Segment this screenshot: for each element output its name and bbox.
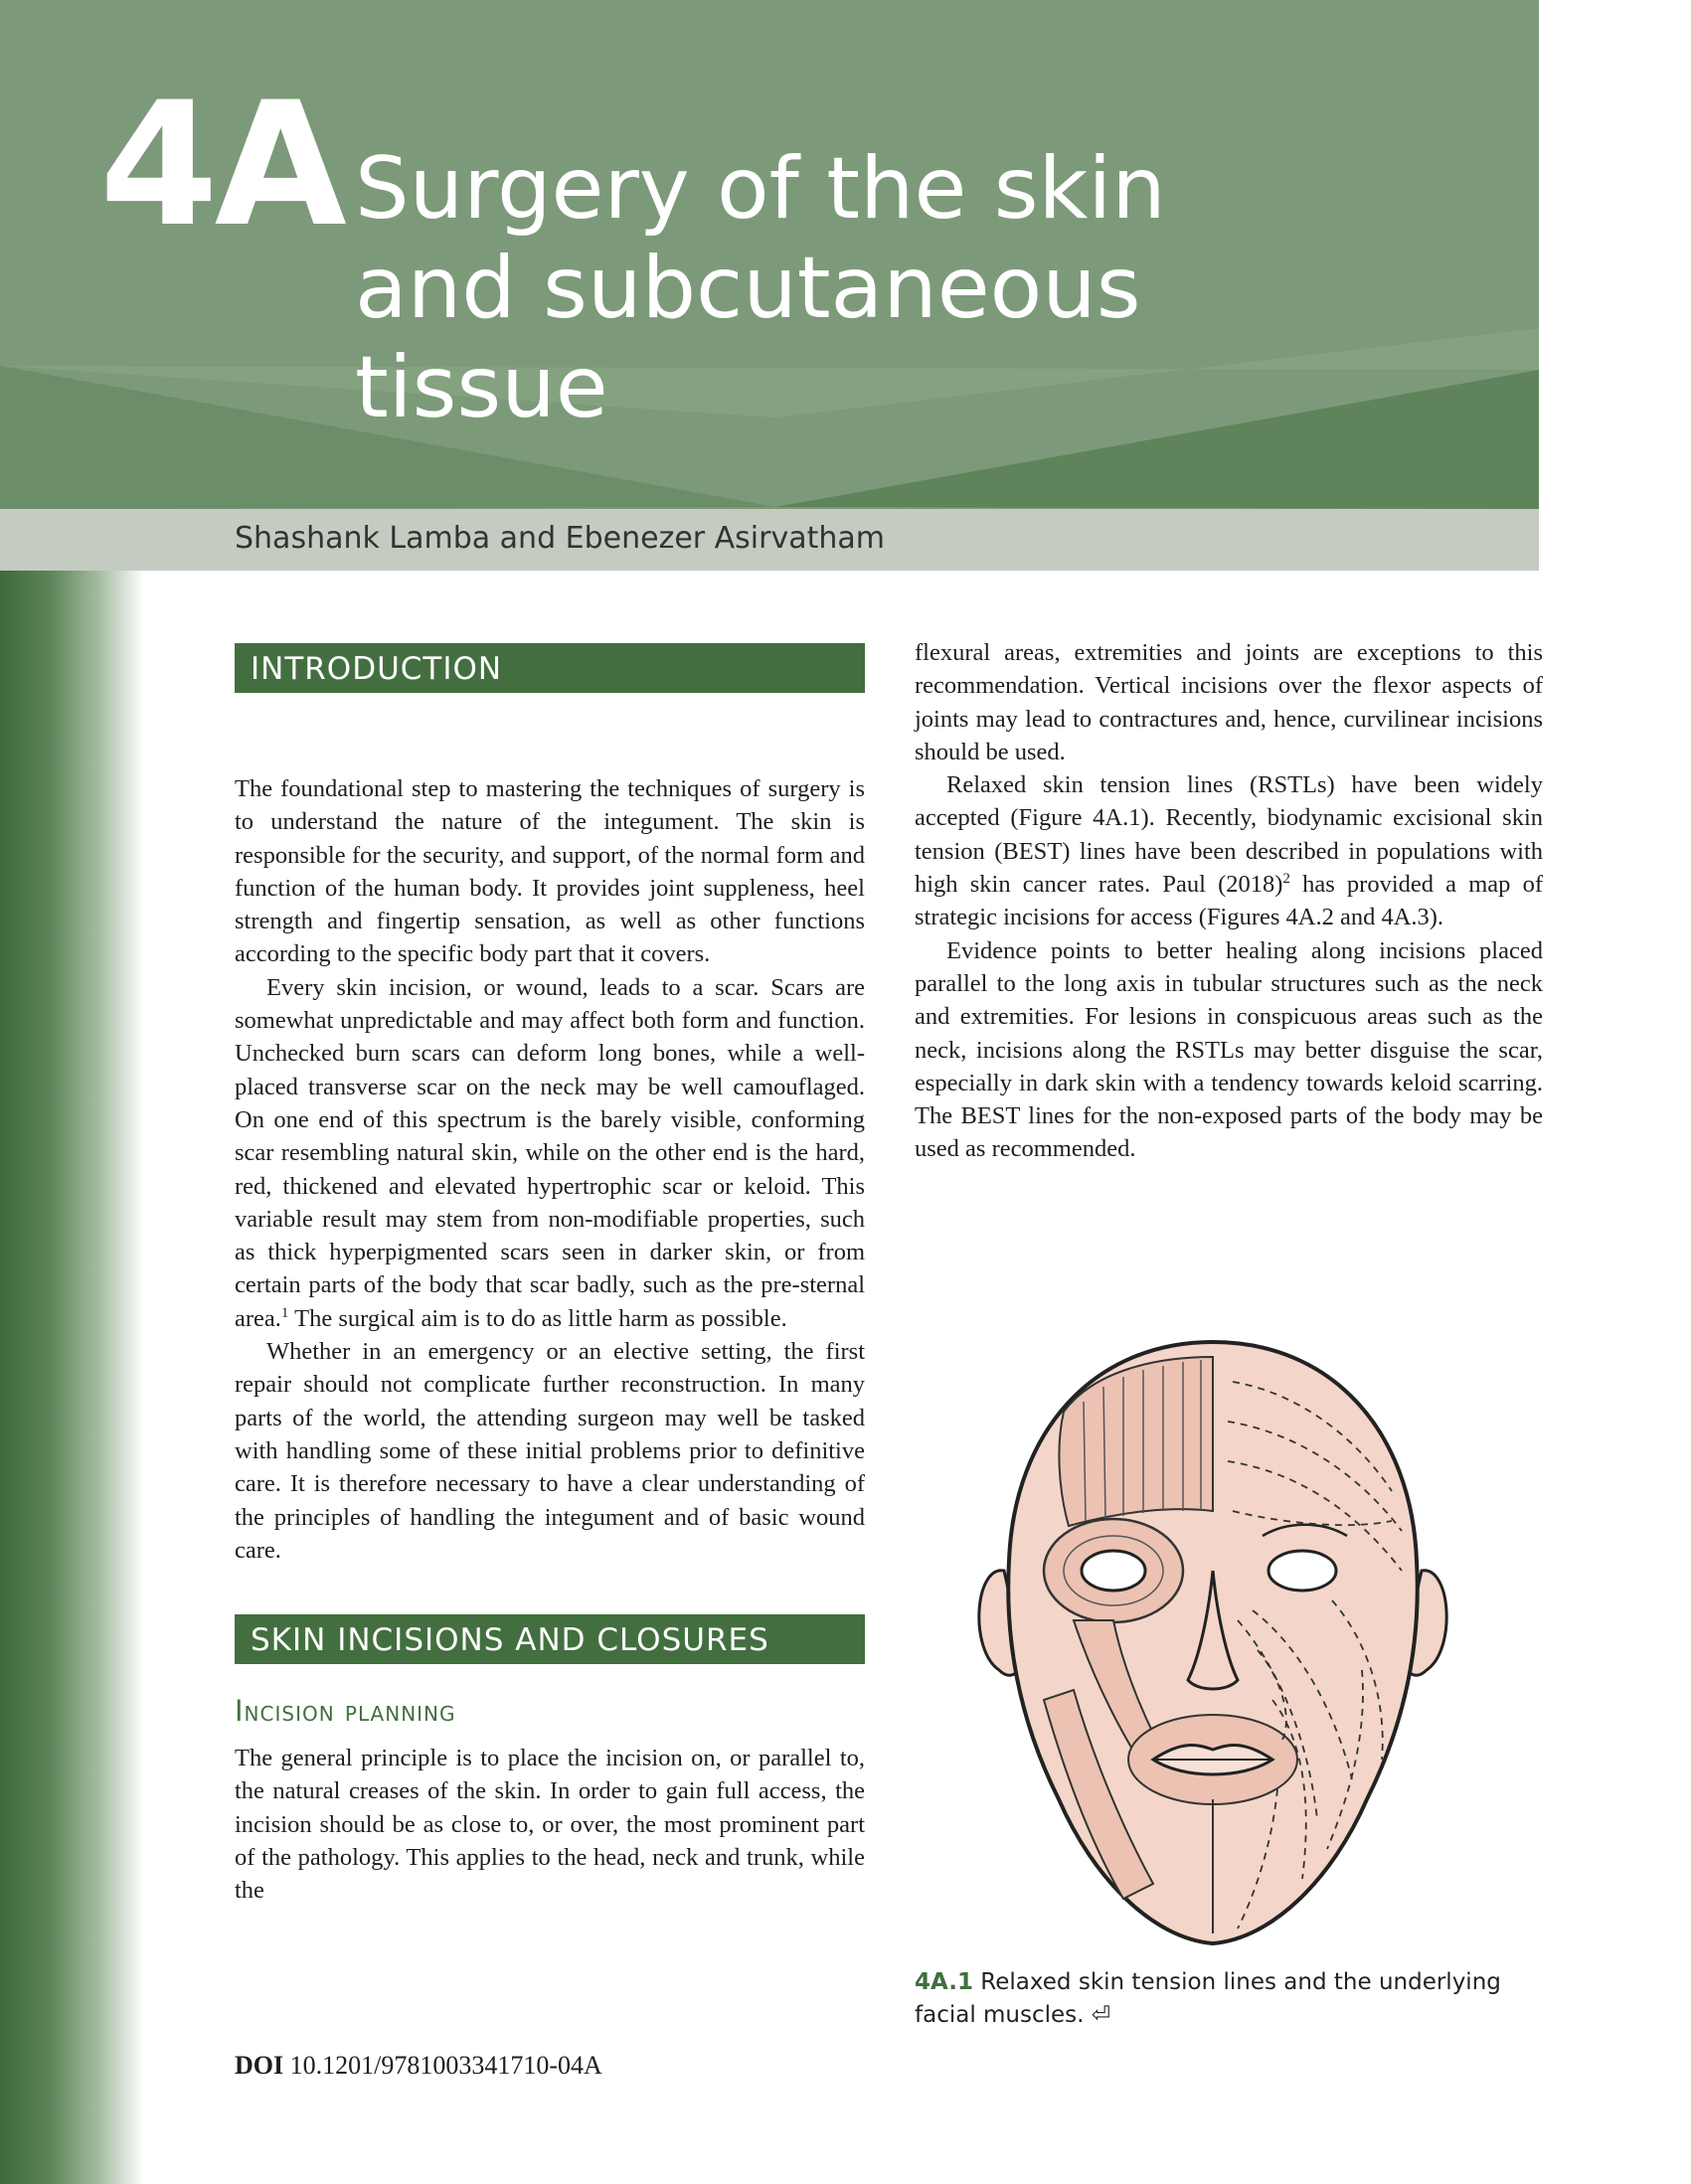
intro-p2-text: Every skin incision, or wound, leads to a scar. Scars are somewhat unpredictable and may affect both form and function. Unchecked burn scars can deform long bones, while a well-placed transverse scar on the neck may be well camouflaged. On one end of this spectrum is the barely visible, conforming scar resembling natural skin, while on the other end is the hard, red, thickened and elevated hypertrophic scar or keloid. This variable result may stem from non-modifiable properties, such as thick hyperpigmented scars seen in darker skin, or from certain parts of the body that scar badly, such as the pre-sternal area.: [235, 973, 865, 1332]
intro-paragraph-3: Whether in an emergency or an elective setting, the first repair should not complicate further reconstruction. In many parts of the world, the attending surgeon may well be tasked with handling some of these initial problems prior to definitive care. It is therefore necessary to have a clear understanding of the principles of handling the integument and of basic wound care.: [235, 1338, 865, 1564]
reference-2[interactable]: 2: [1282, 870, 1290, 887]
section-heading-skin-incisions: SKIN INCISIONS AND CLOSURES: [235, 1614, 865, 1664]
section-heading-introduction: INTRODUCTION: [235, 643, 865, 693]
side-gradient-bar: [0, 571, 144, 2184]
right-column: [915, 636, 1543, 1166]
intro-p2-tail: The surgical aim is to do as little harm as possible.: [288, 1304, 787, 1332]
chapter-title: [355, 139, 1448, 437]
right-p2-a: Relaxed skin tension lines (RSTLs) have been widely accepted (Figure 4A.1). Recently, biodynamic excisional skin tension (BEST) lines have been described in populations with high skin cancer rates. Paul (2018): [915, 771, 1543, 899]
title-line-1: Surgery of the skin: [355, 139, 1166, 239]
authors: Shashank Lamba and Ebenezer Asirvatham: [235, 521, 885, 556]
right-p2-b: has provided a map of strategic incisions for access (Figures 4A.2 and 4A.3).: [915, 871, 1543, 931]
figure-caption-text: Relaxed skin tension lines and the underlying facial muscles. ⏎: [915, 1969, 1501, 2028]
right-paragraph-2: [915, 768, 1543, 933]
reference-1[interactable]: 1: [280, 1304, 289, 1321]
intro-paragraph-1: The foundational step to mastering the techniques of surgery is to understand the nature of the integument. The skin is responsible for the security, and support, of the normal form and function of the human body. It provides joint suppleness, heel strength and fingertip sensation, as well as other functions according to the specific body part that it covers.: [235, 775, 865, 968]
figure-number: 4A.1: [915, 1969, 973, 1995]
title-line-2: and subcutaneous: [355, 239, 1141, 338]
doi-value[interactable]: 10.1201/9781003341710-04A: [283, 2051, 602, 2080]
subheading-incision-planning: Incision planning: [235, 1694, 456, 1729]
right-paragraph-3: Evidence points to better healing along incisions placed parallel to the long axis in tubular structures such as the neck and extremities. For lesions in conspicuous areas such as the neck, incisions along the RSTLs may better disguise the scar, especially in dark skin with a tendency towards keloid scarring. The BEST lines for the non-exposed parts of the body may be used as recommended.: [915, 936, 1543, 1163]
figure-face-illustration: [974, 1322, 1451, 1958]
doi: [235, 2051, 602, 2081]
left-column: [235, 643, 865, 1908]
chapter-number: 4A: [99, 65, 343, 264]
right-paragraph-1: flexural areas, extremities and joints are exceptions to this recommendation. Vertical incisions over the flexor aspects of joints may lead to contractures and, hence, curvilinear incisions should be used.: [915, 639, 1543, 765]
incision-paragraph-1: The general principle is to place the incision on, or parallel to, the natural creases of the skin. In order to gain full access, the incision should be as close to, or over, the most prominent part of the pathology. This applies to the head, neck and trunk, while the: [235, 1745, 865, 1905]
chapter-header: [0, 0, 1539, 509]
figure-caption: [915, 1966, 1531, 2032]
doi-label: DOI: [235, 2051, 284, 2080]
introduction-body: [235, 772, 865, 1567]
title-line-3: tissue: [355, 338, 608, 437]
face-drawing: [974, 1322, 1451, 1958]
intro-paragraph-2: [235, 971, 865, 1335]
